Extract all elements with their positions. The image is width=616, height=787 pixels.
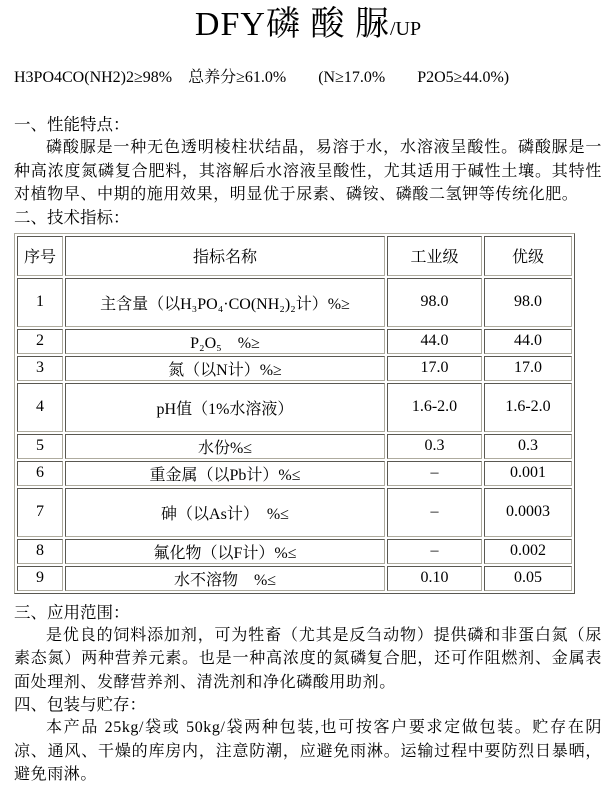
- premium-value: 44.0: [484, 329, 572, 354]
- spec-table-row: [17, 356, 572, 381]
- product-title-suffix: /UP: [389, 18, 422, 40]
- row-no: 2: [17, 329, 63, 354]
- indicator-name: 重金属（以Pb计）%≤: [65, 461, 385, 486]
- section-heading-specs: 二、技术指标：: [14, 207, 130, 227]
- spec-table-row: [17, 329, 572, 354]
- column-header-indicator: 指标名称: [65, 236, 385, 276]
- industrial-value: 17.0: [387, 356, 482, 381]
- premium-value: 0.3: [484, 434, 572, 459]
- indicator-name: P₂O₅ %≥: [65, 329, 385, 354]
- row-no: 8: [17, 539, 63, 564]
- page-title: [14, 4, 602, 50]
- premium-value: 0.002: [484, 539, 572, 564]
- indicator-name: pH值（1%水溶液）: [65, 383, 385, 432]
- indicator-name: 主含量（以H₃PO₄·CO(NH₂)₂计）%≥: [65, 278, 385, 327]
- row-no: 7: [17, 488, 63, 537]
- industrial-value: 1.6-2.0: [387, 383, 482, 432]
- chemical-spec-line: H3PO4CO(NH2)2≥98% 总养分≥61.0% (N≥17.0% P2O5≥44.0%): [14, 69, 510, 86]
- row-no: 5: [17, 434, 63, 459]
- spec-table-row: [17, 539, 572, 564]
- column-header-industrial: 工业级: [387, 236, 482, 276]
- premium-value: 0.0003: [484, 488, 572, 537]
- premium-value: 0.001: [484, 461, 572, 486]
- industrial-value: 98.0: [387, 278, 482, 327]
- industrial-value: –: [387, 539, 482, 564]
- spec-table-row: [17, 461, 572, 486]
- row-no: 3: [17, 356, 63, 381]
- industrial-value: –: [387, 461, 482, 486]
- row-no: 4: [17, 383, 63, 432]
- spec-table-row: [17, 278, 572, 327]
- industrial-value: 0.3: [387, 434, 482, 459]
- product-title-text: DFY磷 酸 脲: [194, 6, 390, 43]
- spec-table: [14, 233, 575, 594]
- premium-value: 1.6-2.0: [484, 383, 572, 432]
- column-header-no: 序号: [17, 236, 63, 276]
- premium-value: 98.0: [484, 278, 572, 327]
- spec-table-row: [17, 566, 572, 591]
- indicator-name: 水不溶物 %≤: [65, 566, 385, 591]
- industrial-value: –: [387, 488, 482, 537]
- spec-table-row: [17, 383, 572, 432]
- indicator-name: 水份%≤: [65, 434, 385, 459]
- indicator-name: 氮（以N计）%≥: [65, 356, 385, 381]
- section-heading-features: 一、性能特点：: [14, 115, 130, 134]
- section-body-applications: 是优良的饲料添加剂，可为牲畜（尤其是反刍动物）提供磷和非蛋白氮（尿素态氮）两种营养元素。也是一种高浓度的氮磷复合肥，还可作阻燃剂、金属表面处理剂、发酵营养剂、清洗剂和净化磷酸用助剂。: [14, 626, 602, 691]
- indicator-name: 砷（以As计） %≤: [65, 488, 385, 537]
- section-body-packaging: 本产品 25kg/袋或 50kg/袋两种包装,也可按客户要求定做包装。贮存在阴凉、通风、干燥的库房内，注意防潮，应避免雨淋。运输过程中要防烈日暴晒，避免雨淋。: [14, 719, 602, 783]
- industrial-value: 0.10: [387, 566, 482, 591]
- column-header-premium: 优级: [484, 236, 572, 276]
- row-no: 6: [17, 461, 63, 486]
- section-heading-packaging: 四、包装与贮存：: [14, 695, 146, 714]
- spec-table-header-row: [17, 236, 572, 276]
- section-body-features: 磷酸脲是一种无色透明棱柱状结晶，易溶于水，水溶液呈酸性。磷酸脲是一种高浓度氮磷复合肥料，其溶解后水溶液呈酸性，尤其适用于碱性土壤。其特性对植物早、中期的施用效果，明显优于尿素、磷铵、磷酸二氢钾等传统化肥。: [14, 139, 602, 203]
- section-heading-applications: 三、应用范围：: [14, 602, 130, 622]
- row-no: 1: [17, 278, 63, 327]
- spec-table-row: [17, 434, 572, 459]
- indicator-name: 氟化物（以F计）%≤: [65, 539, 385, 564]
- spec-table-row: [17, 488, 572, 537]
- premium-value: 0.05: [484, 566, 572, 591]
- industrial-value: 44.0: [387, 329, 482, 354]
- row-no: 9: [17, 566, 63, 591]
- premium-value: 17.0: [484, 356, 572, 381]
